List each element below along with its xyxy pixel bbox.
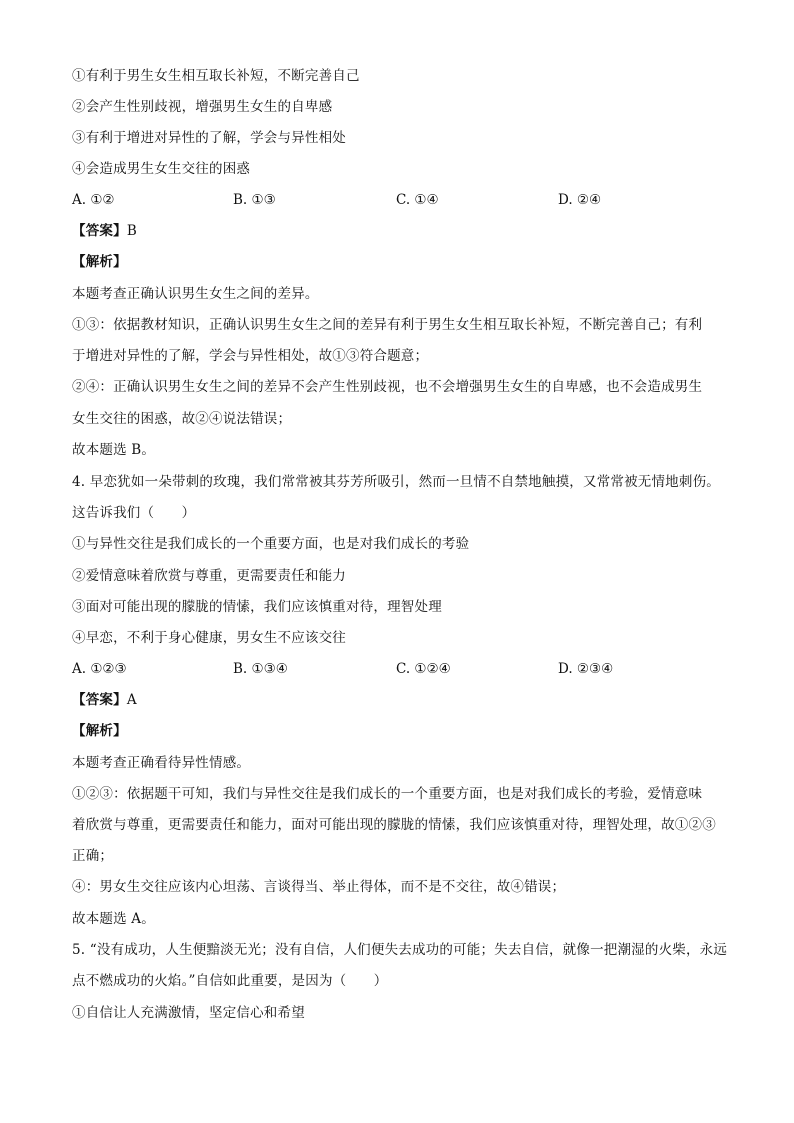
answer-label: 【答案】 <box>72 692 127 708</box>
q3-analysis-line: ①③：依据教材知识，正确认识男生女生之间的差异有利于男生女生相互取长补短，不断完善自己；有利 <box>72 317 703 333</box>
q4-analysis-label: 【解析】 <box>72 723 127 739</box>
q4-stem-line: 4. 早恋犹如一朵带刺的玫瑰，我们常常被其芬芳所吸引，然而一旦情不自禁地触摸，又常常被无情地刺伤。 <box>72 474 720 490</box>
q4-stem-line: 这告诉我们（ ） <box>72 505 196 521</box>
q3-analysis-label: 【解析】 <box>72 254 127 270</box>
q4-analysis-line: 正确； <box>72 848 114 864</box>
q3-analysis-line: 于增进对异性的了解，学会与异性相处，故①③符合题意； <box>72 348 429 364</box>
q4-analysis-line: 故本题选 A。 <box>72 911 155 927</box>
q3-analysis-line: 本题考查正确认识男生女生之间的差异。 <box>72 286 319 302</box>
q4-option-a: A. ①②③ <box>72 661 127 677</box>
q4-option-b: B. ①③④ <box>233 661 288 677</box>
q3-analysis-line: ②④：正确认识男生女生之间的差异不会产生性别歧视，也不会增强男生女生的自卑感，也不会造成男生 <box>72 379 703 395</box>
q4-option-c: C. ①②④ <box>396 661 451 677</box>
q4-answer <box>72 690 137 710</box>
q3-option-c: C. ①④ <box>396 192 439 208</box>
q3-item-2: ②会产生性别歧视，增强男生女生的自卑感 <box>72 99 333 115</box>
q3-option-b: B. ①③ <box>233 192 276 208</box>
q3-answer <box>72 221 137 241</box>
q4-item-3: ③面对可能出现的朦胧的情愫，我们应该慎重对待，理智处理 <box>72 599 442 615</box>
q3-analysis-line: 女生交往的困惑，故②④说法错误； <box>72 411 292 427</box>
q3-option-d: D. ②④ <box>558 192 602 208</box>
q5-item-1: ①自信让人充满激情，坚定信心和希望 <box>72 1005 305 1021</box>
q3-item-1: ①有利于男生女生相互取长补短，不断完善自己 <box>72 68 360 84</box>
q4-analysis-line: ①②③：依据题干可知，我们与异性交往是我们成长的一个重要方面，也是对我们成长的考验，爱情意味 <box>72 786 703 802</box>
q4-item-1: ①与异性交往是我们成长的一个重要方面，也是对我们成长的考验 <box>72 536 470 552</box>
q3-analysis-line: 故本题选 B。 <box>72 442 156 458</box>
q4-option-d: D. ②③④ <box>558 661 614 677</box>
q4-analysis-line: 本题考查正确看待异性情感。 <box>72 755 251 771</box>
q4-analysis-line: ④：男女生交往应该内心坦荡、言谈得当、举止得体，而不是不交往，故④错误； <box>72 879 566 895</box>
q3-option-a: A. ①② <box>72 192 115 208</box>
q4-item-4: ④早恋，不利于身心健康，男女生不应该交往 <box>72 630 346 646</box>
answer-label: 【答案】 <box>72 223 127 239</box>
q4-item-2: ②爱情意味着欣赏与尊重，更需要责任和能力 <box>72 568 346 584</box>
q4-analysis-line: 着欣赏与尊重，更需要责任和能力，面对可能出现的朦胧的情愫，我们应该慎重对待，理智处理，故①②③ <box>72 817 716 833</box>
q3-item-4: ④会造成男生女生交往的困惑 <box>72 161 251 177</box>
q5-stem-line: 点不燃成功的火焰。”自信如此重要，是因为（ ） <box>72 973 388 989</box>
q5-stem-line: 5. “没有成功，人生便黯淡无光；没有自信，人们便失去成功的可能；失去自信，就像一把潮湿的火柴，永远 <box>72 942 728 958</box>
answer-value: A <box>126 692 137 708</box>
answer-value: B <box>126 223 137 239</box>
q3-item-3: ③有利于增进对异性的了解，学会与异性相处 <box>72 130 346 146</box>
